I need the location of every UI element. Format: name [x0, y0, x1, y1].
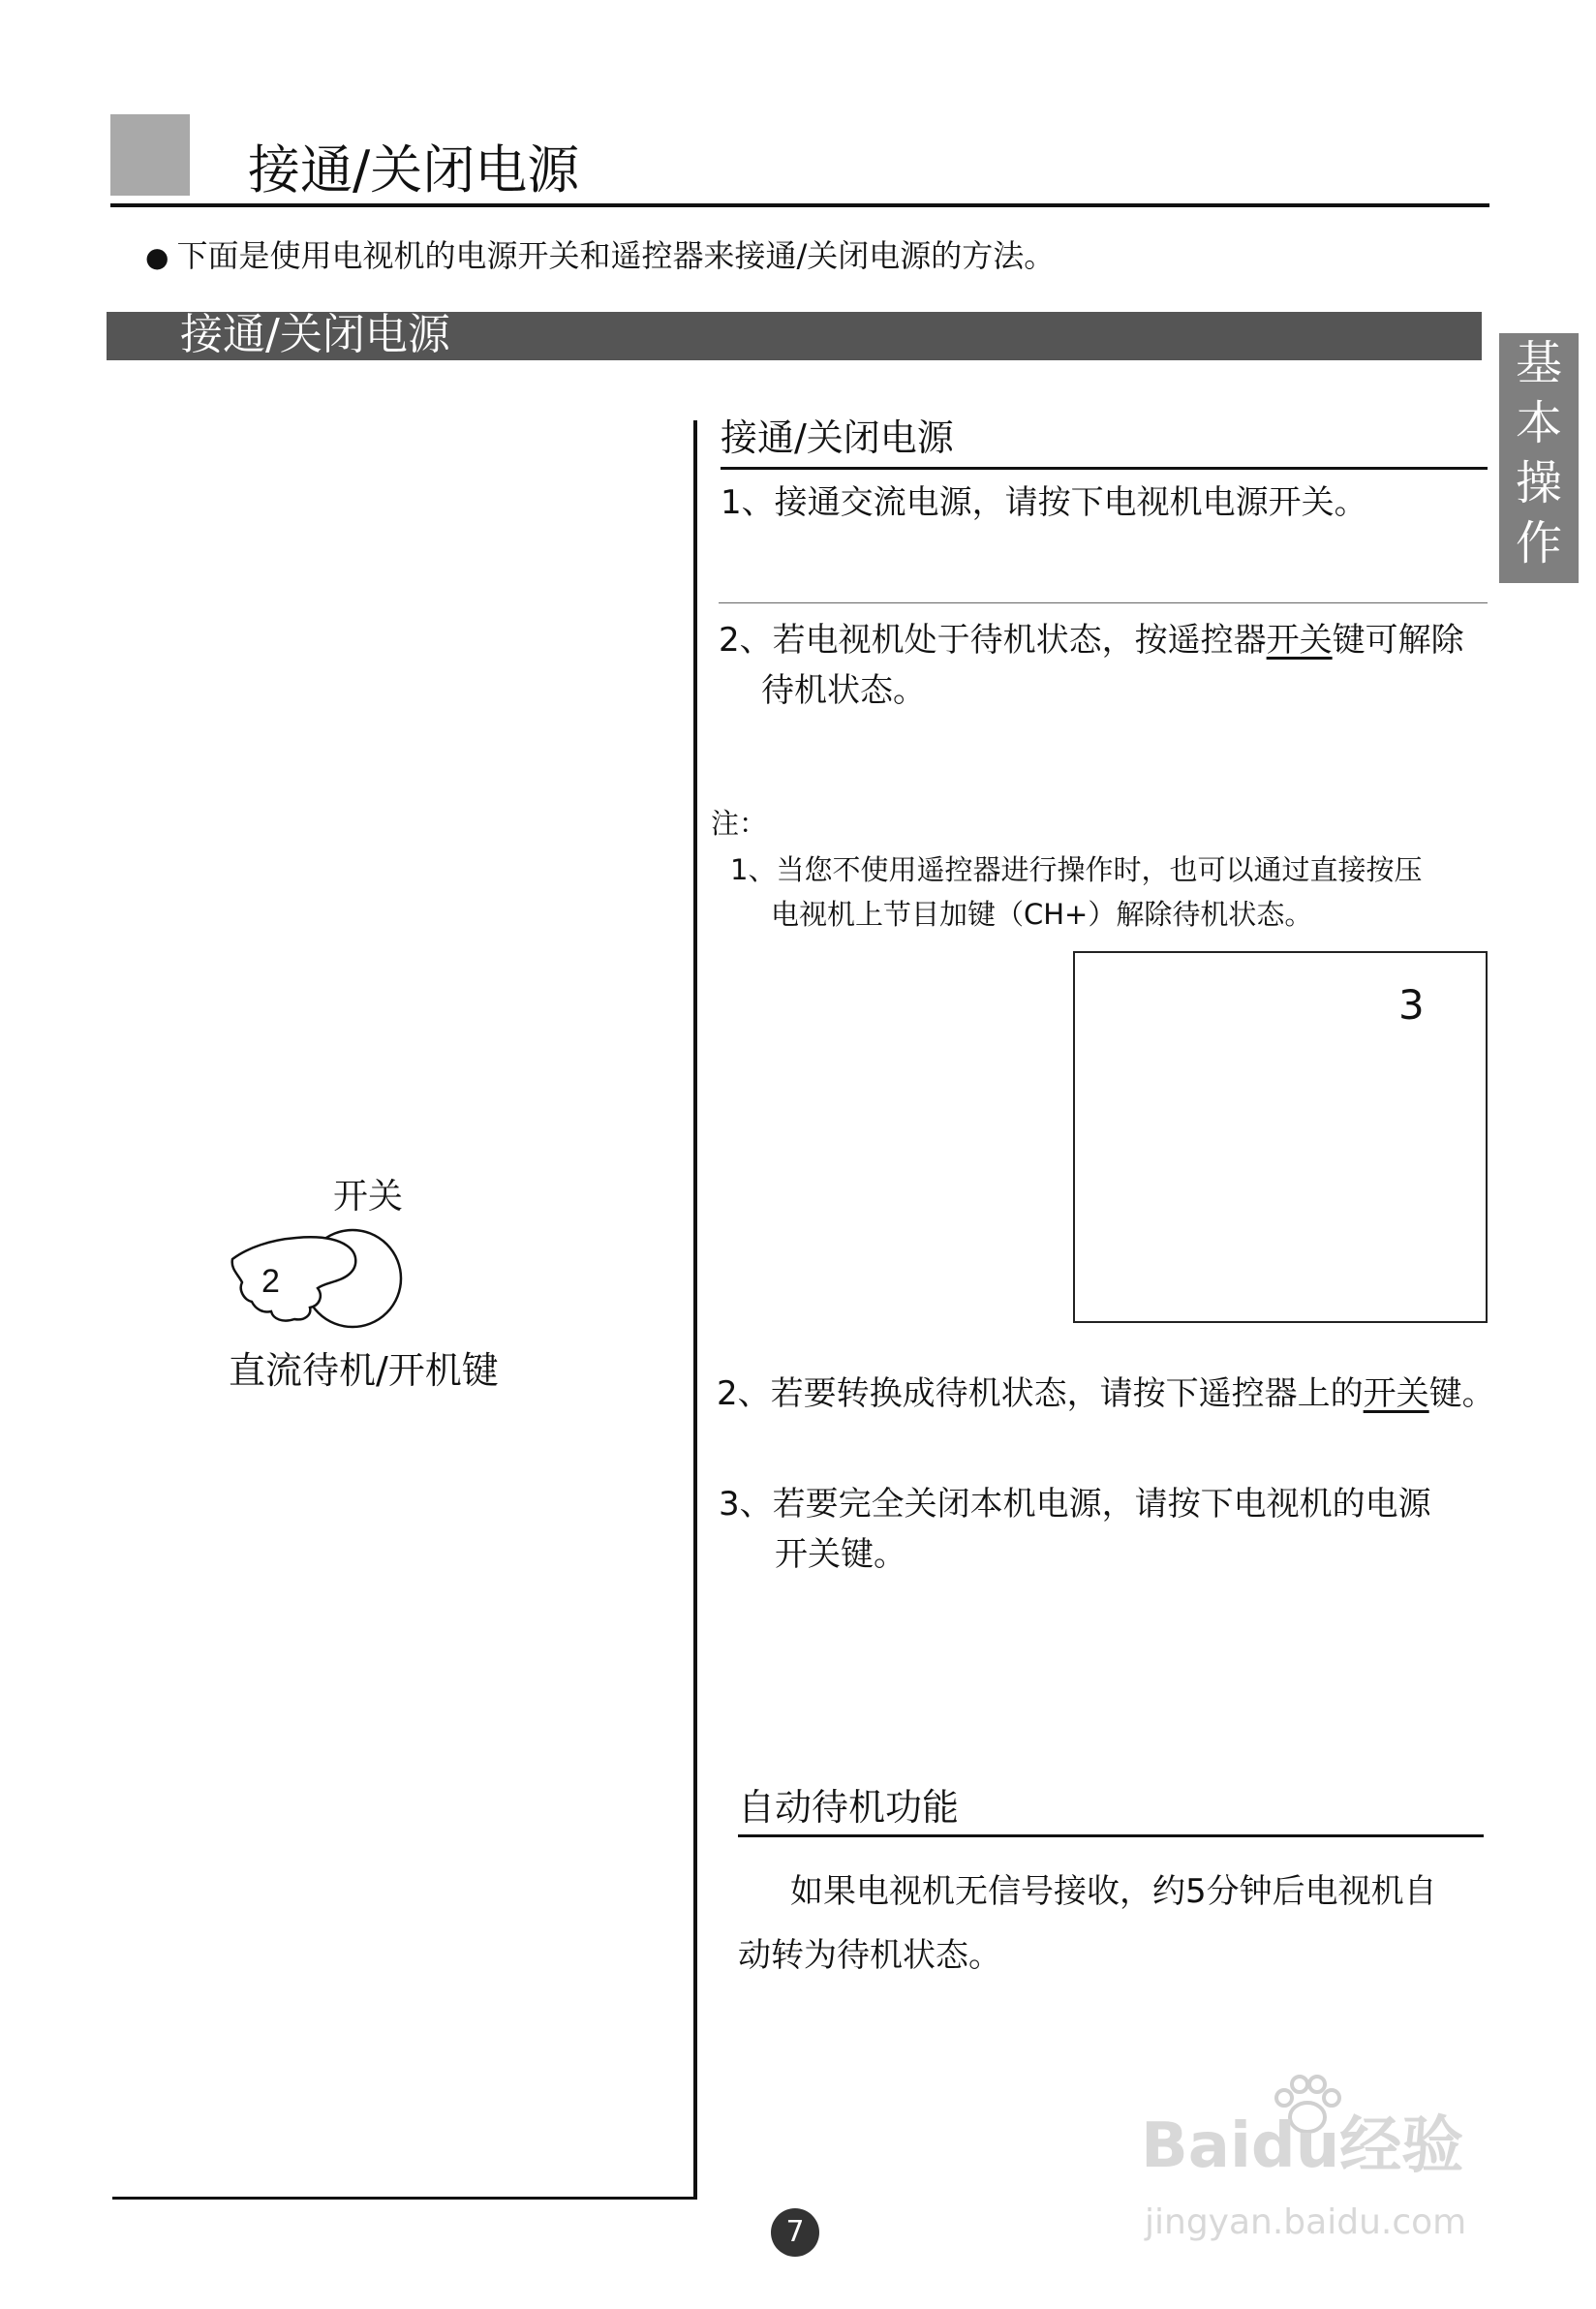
- step-2-text-end: 键可解除: [1332, 621, 1464, 660]
- power-key-label: 开关: [1266, 621, 1333, 660]
- baidu-watermark-url: jingyan.baidu.com: [1145, 2202, 1467, 2242]
- callout-number-2: 2: [261, 1263, 280, 1300]
- standby-step: [717, 1370, 1495, 1418]
- page-title: 接通/关闭电源: [248, 139, 580, 200]
- side-tab-char: 本: [1515, 396, 1562, 450]
- hand-outline: [232, 1237, 356, 1320]
- illustration-number: 3: [1398, 981, 1425, 1029]
- bullet-icon: ●: [145, 241, 169, 273]
- intro-sentence: 下面是使用电视机的电源开关和遥控器来接通/关闭电源的方法。: [176, 237, 1056, 274]
- step-3-line2: 开关键。: [775, 1535, 906, 1574]
- step-divider: [719, 602, 1488, 603]
- auto-standby-line1: 如果电视机无信号接收，约5分钟后电视机自: [790, 1872, 1437, 1911]
- baidu-watermark-logo: Baidu经验: [1141, 2110, 1464, 2182]
- step-3-line1: 3、若要完全关闭本机电源，请按下电视机的电源: [719, 1485, 1431, 1524]
- header-gray-block: [110, 114, 190, 196]
- side-tab-char: 作: [1515, 516, 1562, 570]
- standby-step-end: 键。: [1428, 1374, 1495, 1413]
- step-2-line2: 待机状态。: [761, 671, 926, 710]
- section-band-title: 接通/关闭电源: [180, 310, 450, 359]
- auto-standby-rule: [738, 1834, 1484, 1837]
- note-label: 注：: [711, 807, 768, 840]
- title-rule: [110, 203, 1489, 207]
- intro-text: [145, 234, 1055, 279]
- power-key-label-2: 开关: [1363, 1374, 1429, 1413]
- right-heading: 接通/关闭电源: [721, 416, 954, 459]
- note-1-line1: 1、当您不使用遥控器进行操作时，也可以通过直接按压: [730, 853, 1423, 886]
- side-tab-char: 操: [1515, 456, 1562, 510]
- button-caption: 直流待机/开机键: [229, 1349, 499, 1392]
- step-2-text: 2、若电视机处于待机状态，按遥控器: [719, 621, 1267, 660]
- footer-rule: [112, 2197, 697, 2200]
- finger-pressing-button-icon: [229, 1218, 422, 1344]
- side-tab-basic-operation: [1499, 333, 1579, 583]
- step-2: [719, 616, 1464, 664]
- power-button-label: 开关: [333, 1177, 404, 1216]
- note-1-line2: 电视机上节目加键（CH+）解除待机状态。: [771, 898, 1313, 931]
- right-heading-rule: [721, 467, 1488, 470]
- step-1: 1、接通交流电源，请按下电视机电源开关。: [721, 483, 1367, 522]
- auto-standby-line2: 动转为待机状态。: [738, 1936, 1001, 1975]
- standby-step-text: 2、若要转换成待机状态，请按下遥控器上的: [717, 1374, 1364, 1413]
- column-divider: [693, 420, 697, 2199]
- side-tab-char: 基: [1515, 336, 1562, 390]
- illustration-box: [1073, 951, 1488, 1323]
- page-number: 7: [771, 2208, 819, 2257]
- auto-standby-heading: 自动待机功能: [738, 1786, 960, 1829]
